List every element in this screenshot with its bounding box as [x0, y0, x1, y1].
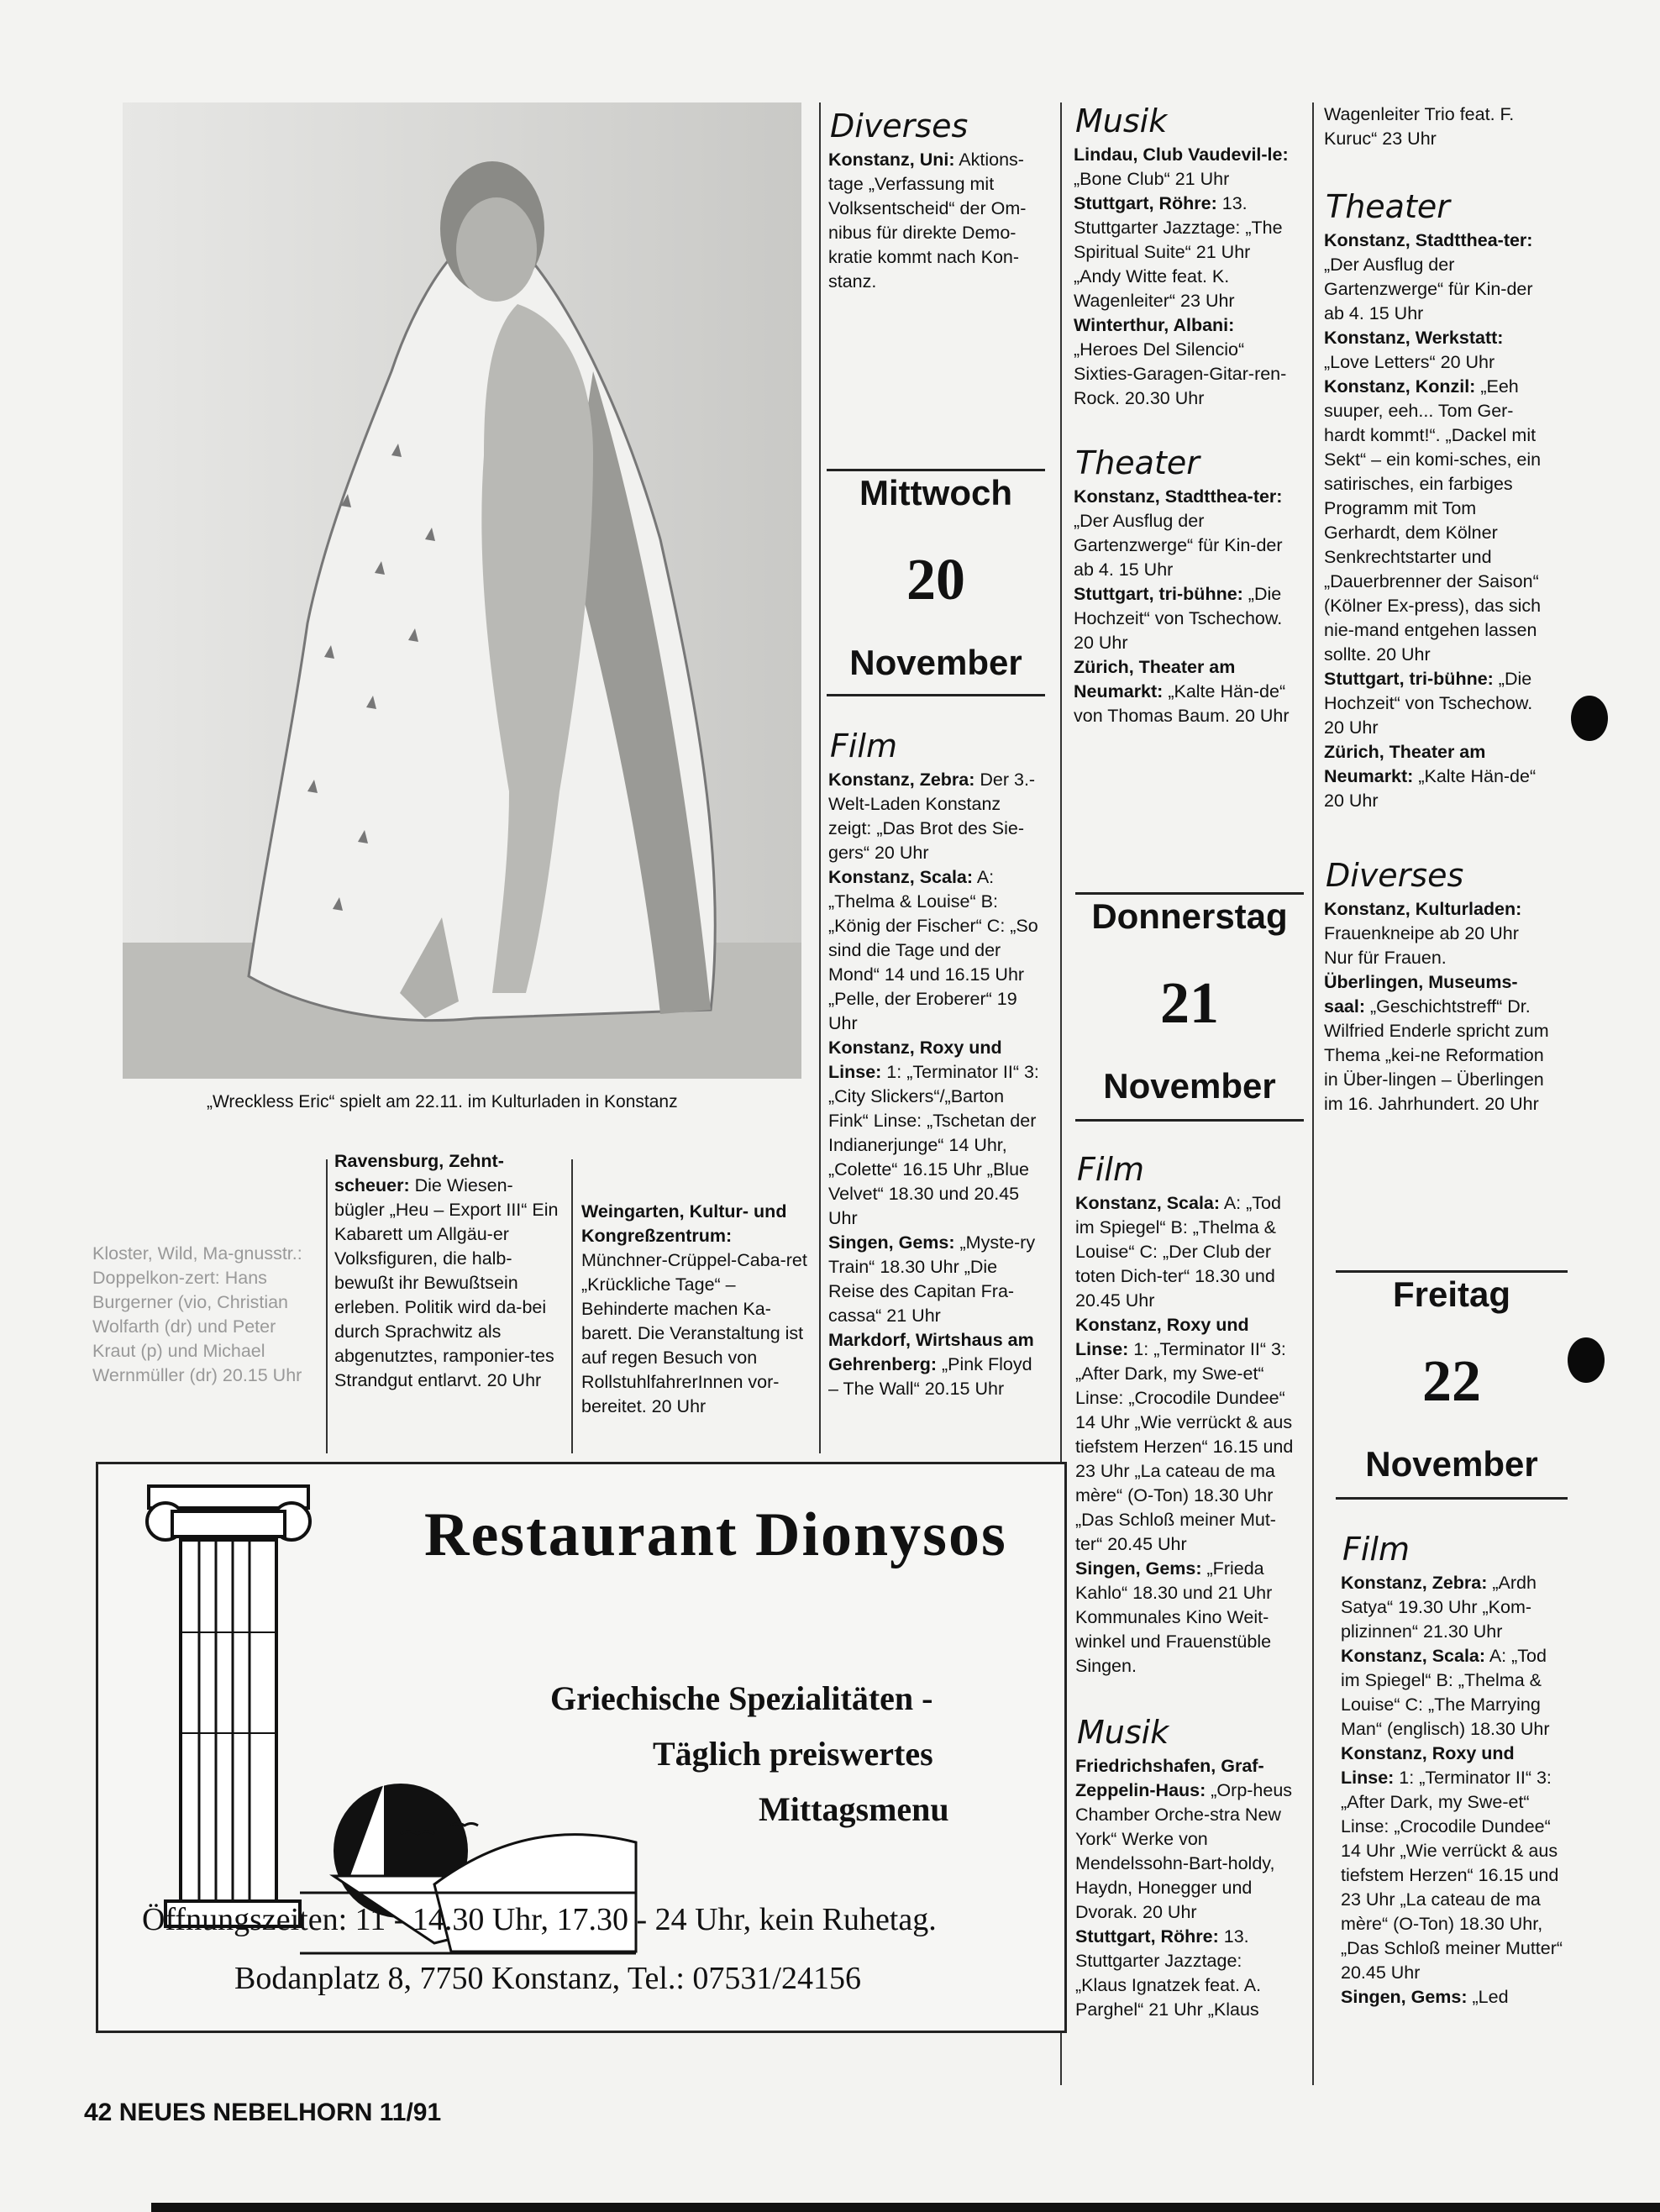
listing-entry: Konstanz, Kulturladen: Frauenkneipe ab 20 Uhr Nur für Frauen.	[1324, 899, 1522, 968]
column-b-lower	[1075, 1151, 1295, 2022]
listing-entry: Friedrichshafen, Graf-Zeppelin-Haus: „Orp-heus Chamber Orche-stra New York“ Werke von Mendelssohn-Bart-holdy, Haydn, Honegger und Dvorak. 20 Uhr	[1075, 1756, 1293, 1922]
day-header-thursday	[1075, 896, 1304, 1107]
column-a	[828, 108, 1040, 294]
listing-entry: Stuttgart, tri-bühne: „Die Hochzeit“ von Tschechow. 20 Uhr	[1324, 669, 1533, 738]
section-theater: Theater	[1075, 444, 1200, 481]
column-c-lower	[1341, 1531, 1568, 2010]
listing-entry: Konstanz, Stadtthea-ter: „Der Ausflug der Gartenzwerge“ für Kin-der ab 4. 15 Uhr	[1074, 486, 1283, 580]
divider	[326, 1159, 328, 1453]
column-b	[1074, 102, 1294, 728]
punch-hole	[1571, 696, 1608, 741]
section-diverses: Diverses	[1326, 857, 1464, 894]
listing-entry: Markdorf, Wirtshaus am Gehrenberg: „Pink Floyd – The Wall“ 20.15 Uhr	[828, 1330, 1034, 1399]
ad-opening-hours: Öffnungszeiten: 11 - 14.30 Uhr, 17.30 - 24 Uhr, kein Ruhetag.	[142, 1902, 937, 1937]
ad-title: Restaurant Dionysos	[424, 1500, 1007, 1569]
listing-entry: Konstanz, Scala: A: „Thelma & Louise“ B: „König der Fischer“ C: „So sind die Tage und der Mond“ 14 und 16.15 Uhr „Pelle, der Eroberer“ 19 Uhr	[828, 867, 1038, 1033]
column-a-film	[828, 728, 1040, 1401]
listing-entry: Konstanz, Roxy und Linse: 1: „Terminator II“ 3: „After Dark, my Swe-et“ Linse: „Crocodile Dundee“ 14 Uhr „Wie verrückt & aus tiefstem Herzen“ 16.15 und 23 Uhr „La cateau de ma mère“ (O-Ton) 18.30 Uhr „Das Schloß meiner Mut-ter“ 20.45 Uhr	[1075, 1315, 1294, 1554]
section-film: Film	[1342, 1531, 1410, 1568]
listing-entry: Singen, Gems: „Myste-ry Train“ 18.30 Uhr „Die Reise des Capitan Fra-cassa“ 21 Uhr	[828, 1232, 1036, 1326]
rule	[1075, 1119, 1304, 1122]
listing-continuation: Wagenleiter Trio feat. F. Kuruc“ 23 Uhr	[1324, 104, 1515, 149]
photo-caption: „Wreckless Eric“ spielt am 22.11. im Kulturladen in Konstanz	[207, 1092, 678, 1111]
punch-hole	[1568, 1337, 1605, 1383]
listing-entry: Stuttgart, Röhre: 13. Stuttgarter Jazztage: „Klaus Ignatzek feat. A. Parghel“ 21 Uhr „Klaus	[1075, 1926, 1262, 2020]
listing-weingarten: Weingarten, Kultur- und Kongreßzentrum: Münchner-Crüppel-Caba-ret „Krückliche Tage“ – Behinderte machen Ka-barett. Die Veranstaltung ist auf regen Besuch von RollstuhlfahrerInnen vor-bereitet. 20 Uhr	[581, 1201, 807, 1416]
listing-entry: Singen, Gems: „Frieda Kahlo“ 18.30 und 21 Uhr Kommunales Kino Weit-winkel und Frauenstüble Singen.	[1075, 1558, 1273, 1676]
listing-entry: Überlingen, Museums-saal: „Geschichtstreff“ Dr. Wilfried Enderle spricht zum Thema „kei-ne Reformation in Über-lingen – Überlingen im 16. Jahrhundert. 20 Uhr	[1324, 972, 1549, 1114]
listing-entry: Konstanz, Zebra: „Ardh Satya“ 19.30 Uhr „Kom-plizinnen“ 21.30 Uhr	[1341, 1573, 1537, 1642]
listing-entry: Stuttgart, tri-bühne: „Die Hochzeit“ von Tschechow. 20 Uhr	[1074, 584, 1283, 653]
day-name: Freitag	[1392, 1274, 1511, 1314]
section-theater: Theater	[1326, 188, 1450, 225]
day-number: 20	[906, 548, 965, 612]
listing-entry: Stuttgart, Röhre: 13. Stuttgarter Jazztage: „The Spiritual Suite“ 21 Uhr „Andy Witte feat. K. Wagenleiter“ 23 Uhr	[1074, 193, 1283, 311]
listing-entry: Winterthur, Albani: „Heroes Del Silencio“ Sixties-Garagen-Gitar-ren-Rock. 20.30 Uhr	[1074, 315, 1287, 408]
day-name: Donnerstag	[1091, 896, 1288, 936]
page-footer: 42 NEUES NEBELHORN 11/91	[84, 2099, 442, 2126]
photo	[123, 102, 801, 1079]
section-musik: Musik	[1077, 1714, 1169, 1751]
divider	[1312, 102, 1314, 2085]
listing-entry: Konstanz, Stadtthea-ter: „Der Ausflug der Gartenzwerge“ für Kin-der ab 4. 15 Uhr	[1324, 230, 1533, 323]
ad-line-2: Täglich preiswertes	[653, 1735, 933, 1773]
listing-ravensburg: Ravensburg, Zehnt-scheuer: Die Wiesen-bügler „Heu – Export III“ Ein Kabarett um Allgäu-er Volksfiguren, die halb-bewußt ihr Bewußtsein erleben. Politik wird da-bei durch Sprachwitz als abgenutztes, ramponier-tes Strandgut entlarvt. 20 Uhr	[334, 1151, 559, 1390]
photo-illustration	[123, 102, 801, 1079]
listing-entry: Konstanz, Uni: Aktions-tage „Verfassung mit Volksentscheid“ der Om-nibus für direkte Demo-kratie kommt nach Kon-stanz.	[828, 150, 1027, 292]
ad-address: Bodanplatz 8, 7750 Konstanz, Tel.: 07531/24156	[234, 1961, 861, 1996]
listing-entry: Konstanz, Roxy und Linse: 1: „Terminator II“ 3: „City Slickers“/„Barton Fink“ Linse: „Tschetan der Indianerjunge“ 14 Uhr, „Colette“ 16.15 Uhr „Blue Velvet“ 18.30 und 20.45 Uhr	[828, 1038, 1039, 1228]
day-header-wednesday	[827, 472, 1045, 684]
listing-entry: Konstanz, Konzil: „Eeh suuper, eeh... Tom Ger-hardt kommt!“. „Dackel mit Sekt“ – ein komi-sches, ein satirisches, ein farbiges Programm mit Tom Gerhardt, dem Kölner Senkrechtstarter und „Dauerbrenner der Saison“ (Kölner Ex-press), das sich nie-mand entgehen lassen sollte. 20 Uhr	[1324, 376, 1542, 665]
ad-line-1: Griechische Spezialitäten -	[550, 1679, 933, 1717]
day-month: November	[1103, 1066, 1276, 1106]
listing-entry: Konstanz, Roxy und Linse: 1: „Terminator II“ 3: „After Dark, my Swe-et“ Linse: „Crocodile Dundee“ 14 Uhr „Wie verrückt & aus tiefstem Herzen“ 16.15 und 23 Uhr „La cateau de ma mère“ (O-Ton) 18.30 Uhr, „Das Schloß meiner Mutter“ 20.45 Uhr	[1341, 1743, 1563, 1983]
divider	[571, 1159, 573, 1453]
section-film: Film	[830, 728, 897, 764]
divider	[819, 102, 821, 1453]
day-number: 21	[1160, 971, 1219, 1036]
listing-entry: Zürich, Theater am Neumarkt: „Kalte Hän-de“ von Thomas Baum. 20 Uhr	[1074, 657, 1290, 726]
day-name: Mittwoch	[859, 473, 1012, 512]
rule	[827, 694, 1045, 696]
rule	[827, 469, 1045, 471]
rule	[1336, 1497, 1568, 1500]
listing-entry: Singen, Gems: „Led	[1341, 1987, 1509, 2007]
section-diverses: Diverses	[830, 108, 969, 144]
listing-entry: Konstanz, Scala: A: „Tod im Spiegel“ B: „Thelma & Louise“ C: „Der Club der toten Dich-ter“ 18.30 und 20.45 Uhr	[1075, 1193, 1281, 1311]
rule	[1075, 892, 1304, 895]
day-month: November	[1365, 1444, 1538, 1484]
section-musik: Musik	[1075, 102, 1168, 139]
day-month: November	[849, 643, 1022, 682]
rule	[1336, 1270, 1568, 1273]
section-film: Film	[1077, 1151, 1144, 1188]
listing-entry: Konstanz, Zebra: Der 3.-Welt-Laden Konstanz zeigt: „Das Brot des Sie-gers“ 20 Uhr	[828, 770, 1036, 863]
bottom-bar	[151, 2203, 1660, 2212]
listing-entry: Konstanz, Scala: A: „Tod im Spiegel“ B: „Thelma & Louise“ C: „The Marrying Man“ (englisch) 18.30 Uhr	[1341, 1646, 1550, 1739]
restaurant-ad	[96, 1462, 1067, 2033]
day-number: 22	[1422, 1349, 1481, 1414]
ad-line-3: Mittagsmenu	[759, 1790, 949, 1828]
listing-entry: Zürich, Theater am Neumarkt: „Kalte Hän-de“ 20 Uhr	[1324, 742, 1537, 811]
listing-entry: Konstanz, Werkstatt: „Love Letters“ 20 Uhr	[1324, 328, 1504, 372]
day-header-friday	[1336, 1274, 1568, 1485]
column-c	[1324, 102, 1552, 1117]
listing-entry: Lindau, Club Vaudevil-le: „Bone Club“ 21 Uhr	[1074, 144, 1289, 189]
faded-listing: Kloster, Wild, Ma-gnusstr.: Doppelkon-zert: Hans Burgerner (vio, Christian Wolfarth (dr) und Peter Kraut (p) und Michael Wernmüller (dr) 20.15 Uhr	[92, 1243, 302, 1385]
